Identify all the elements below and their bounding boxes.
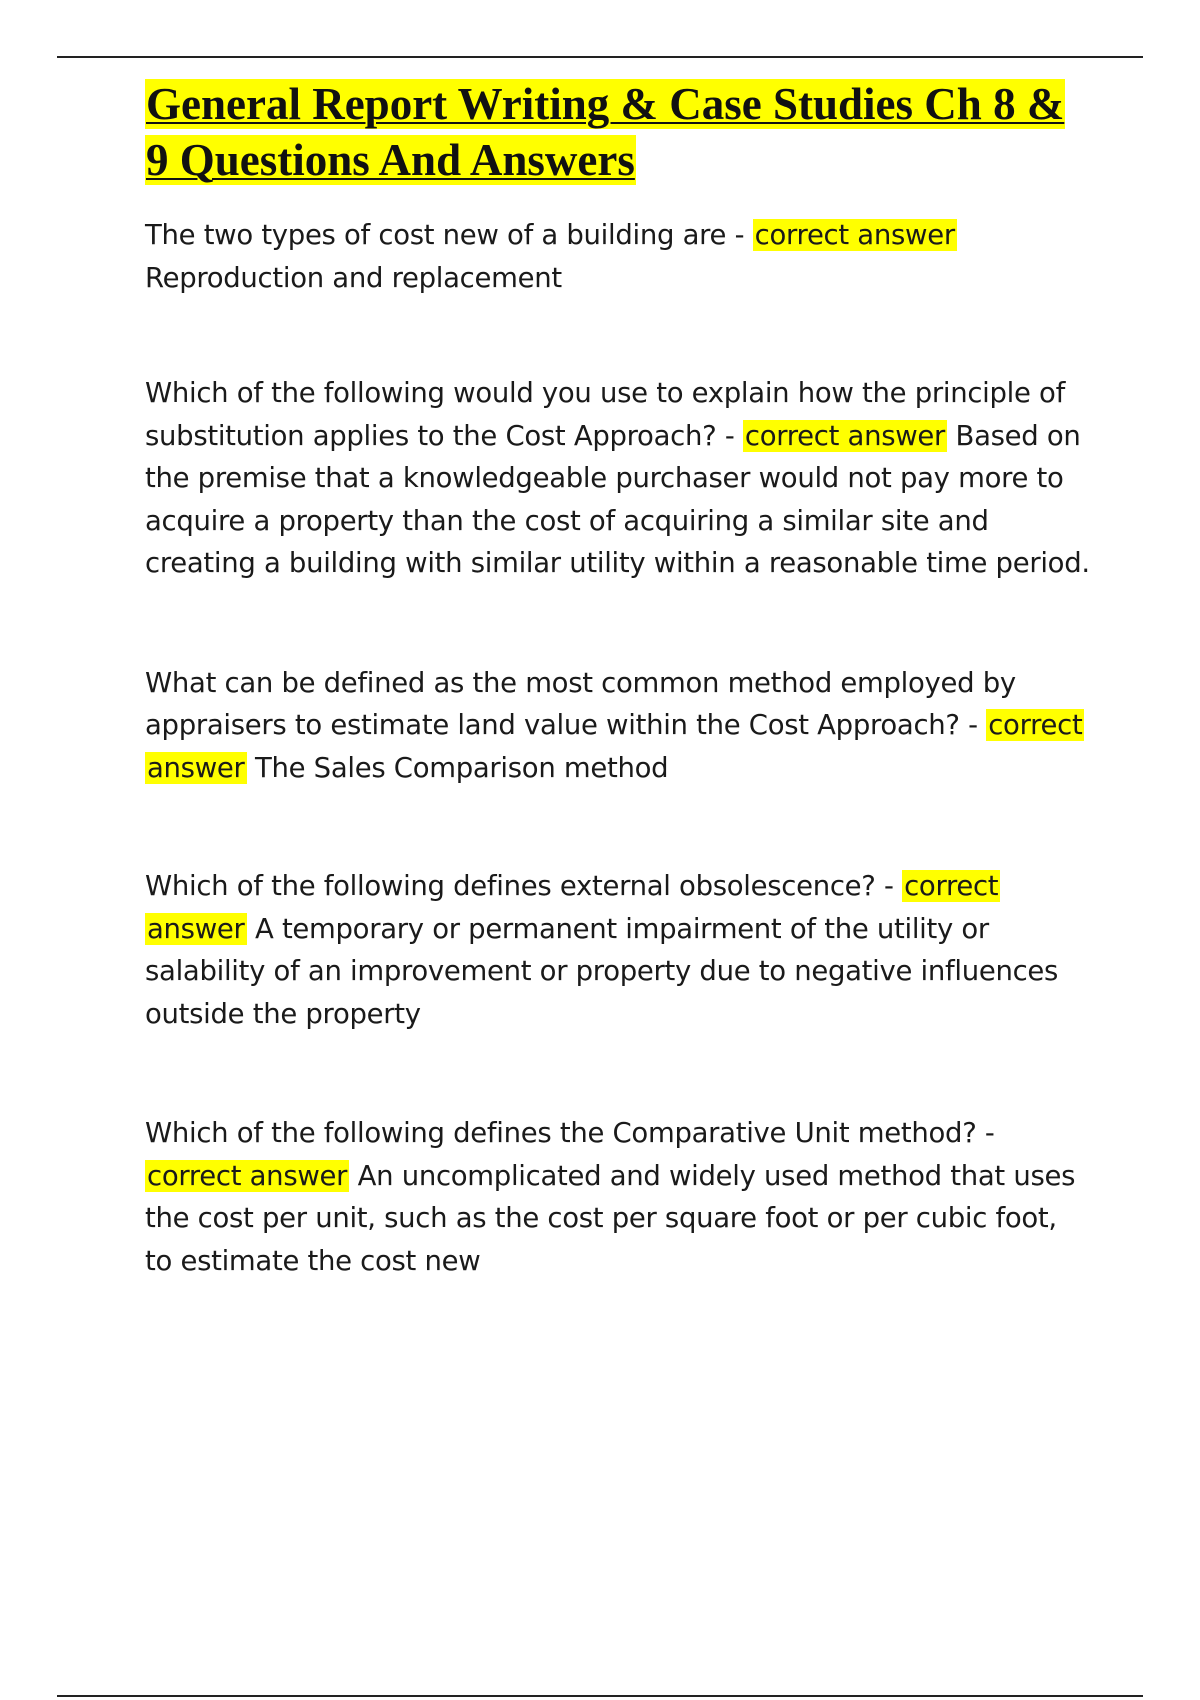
answer-text: A temporary or permanent impairment of the utility or salability of an improvement or property due to negative influences outside the property xyxy=(145,912,1059,1030)
qa-item-5 xyxy=(145,1112,1090,1282)
top-rule xyxy=(57,56,1143,58)
correct-answer-marker: correct answer xyxy=(147,870,999,945)
answer-text: Based on the premise that a knowledgeable purchaser would not pay more to acquire a property than the cost of acquiring a similar site and creating a building with similar utility within a reasonable time period. xyxy=(145,419,1090,579)
document-title xyxy=(145,76,1090,188)
correct-answer-marker: correct answer xyxy=(147,1159,348,1192)
answer-text: An uncomplicated and widely used method that uses the cost per unit, such as the cost per square foot or per cubic foot, to estimate the cost new xyxy=(145,1159,1076,1277)
question-text: Which of the following defines the Comparative Unit method? - xyxy=(145,1117,995,1149)
question-text: The two types of cost new of a building are - xyxy=(145,219,753,251)
bottom-rule xyxy=(57,1695,1143,1697)
correct-answer-marker: correct answer xyxy=(147,709,1083,784)
qa-item-4 xyxy=(145,865,1090,1035)
qa-item-2 xyxy=(145,372,1090,585)
question-text: What can be defined as the most common method employed by appraisers to estimate land value within the Cost Approach? - xyxy=(145,666,1016,741)
qa-item-3 xyxy=(145,662,1090,790)
document-title-text: General Report Writing & Case Studies Ch 8 & 9 Questions And Answers xyxy=(146,79,1065,185)
question-text: Which of the following would you use to explain how the principle of substitution applies to the Cost Approach? - xyxy=(145,377,1065,452)
question-text: Which of the following defines external obsolescence? - xyxy=(145,870,903,902)
qa-item-1 xyxy=(145,214,1090,299)
correct-answer-marker: correct answer xyxy=(744,419,946,452)
document-content xyxy=(145,76,1090,1282)
answer-text: Reproduction and replacement xyxy=(145,261,562,294)
correct-answer-marker: correct answer xyxy=(754,219,955,251)
answer-text: The Sales Comparison method xyxy=(254,751,669,784)
